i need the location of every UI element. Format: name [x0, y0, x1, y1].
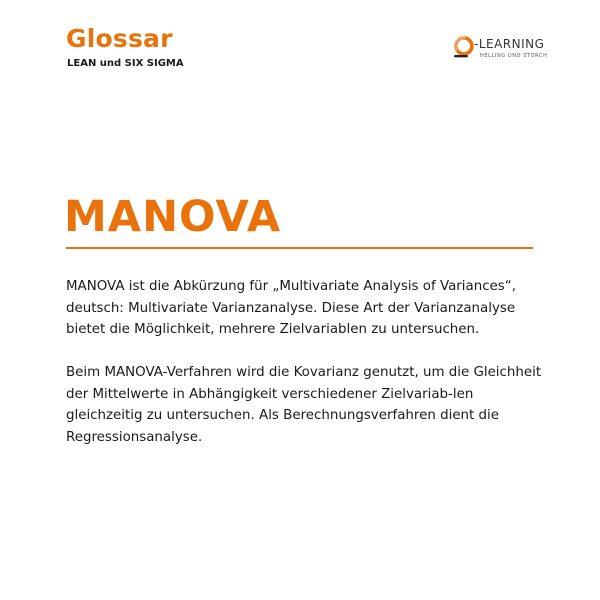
definition-text: [66, 276, 546, 470]
q-logo-icon: [453, 36, 475, 58]
definition-paragraph-1: MANOVA ist die Abkürzung für „Multivariate Analysis of Variances“, deutsch: Multivariate Varianzanalyse. Diese Art der Varianzanalyse bietet die Möglichkeit, mehrere Zielvariablen zu untersuchen.: [66, 279, 516, 337]
glossary-title: Glossar: [66, 24, 173, 53]
glossary-subtitle: LEAN und SIX SIGMA: [67, 58, 184, 69]
logo-wordmark: -LEARNING: [474, 37, 545, 51]
logo-tagline: HELLING UND STORCH: [480, 53, 548, 59]
term-heading: MANOVA: [64, 192, 282, 242]
q-learning-logo: [453, 36, 553, 66]
definition-paragraph-2: Beim MANOVA-Verfahren wird die Kovarianz genutzt, um die Gleichheit der Mittelwerte in Abhängigkeit verschiedener Zielvariab-len gleichzeitig zu untersuchen. Als Berechnungsverfahren dient die Regressionsanalyse.: [66, 365, 542, 445]
heading-divider: [66, 247, 533, 249]
